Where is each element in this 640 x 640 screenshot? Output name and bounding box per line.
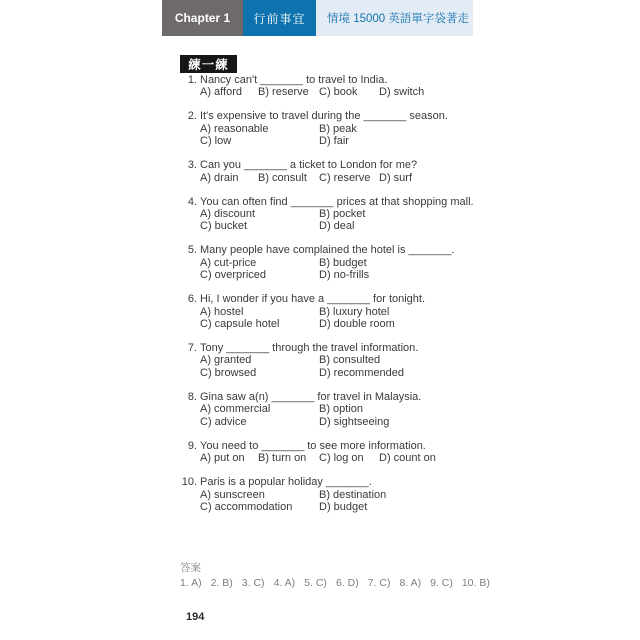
page-number: 194 [186, 611, 205, 623]
option: C) log on [319, 452, 364, 465]
question-line [180, 159, 482, 171]
option: C) browsed [200, 366, 257, 379]
question-line [180, 440, 482, 452]
question-line [180, 110, 482, 122]
option: A) commercial [200, 403, 271, 416]
option: A) put on [200, 452, 245, 465]
question-line [180, 293, 482, 305]
question-text: You need to _______ to see more information. [200, 439, 426, 452]
option: C) capsule hotel [200, 318, 280, 331]
option: D) deal [319, 220, 355, 233]
question-number: 5. [187, 244, 197, 257]
book-title: 情境 15000 英語單字袋著走 [316, 0, 473, 36]
question-text: Tony _______ through the travel information. [200, 342, 419, 355]
option: A) discount [200, 208, 256, 221]
question-number: 2. [187, 110, 197, 123]
answer-item: 10. B) [461, 577, 490, 589]
option: C) overpriced [200, 269, 267, 282]
options-row [200, 257, 482, 282]
options-row [200, 86, 482, 98]
option: B) consulted [319, 354, 381, 367]
answer-key [180, 561, 499, 590]
questions-list [180, 74, 482, 525]
question-number: 4. [187, 195, 197, 208]
answer-item: 3. C) [241, 577, 265, 589]
option: C) bucket [200, 220, 248, 233]
question-number: 3. [187, 159, 197, 172]
options-row [200, 403, 482, 428]
option: B) budget [319, 256, 367, 269]
options-row [200, 123, 482, 148]
option: C) advice [200, 415, 247, 428]
question [180, 159, 482, 184]
option: D) count on [379, 452, 436, 465]
answer-item: 2. B) [210, 577, 233, 589]
option: B) turn on [258, 452, 307, 465]
options-row [200, 306, 482, 331]
option: D) double room [319, 318, 395, 331]
question-text: Can you _______ a ticket to London for me? [200, 159, 418, 172]
question-number: 8. [187, 390, 197, 403]
option: A) reasonable [200, 122, 269, 135]
section-title: 行前事宜 [243, 0, 316, 36]
question [180, 196, 482, 233]
options-row [200, 452, 482, 464]
question-text: It's expensive to travel during the _______ season. [200, 110, 448, 123]
option: B) consult [258, 171, 307, 184]
question-number: 6. [187, 293, 197, 306]
option: B) luxury hotel [319, 305, 390, 318]
option: B) destination [319, 488, 387, 501]
question-text: Many people have complained the hotel is _______. [200, 244, 455, 257]
question-line [180, 476, 482, 488]
question [180, 293, 482, 330]
question [180, 74, 482, 99]
option: B) pocket [319, 208, 366, 221]
option: C) book [319, 86, 358, 99]
options-row [200, 208, 482, 233]
question [180, 342, 482, 379]
question-line [180, 342, 482, 354]
header-bar [162, 0, 473, 36]
answer-item: 9. C) [430, 577, 453, 589]
answer-item: 7. C) [367, 577, 391, 589]
question [180, 440, 482, 465]
chapter-label: Chapter 1 [162, 0, 243, 36]
options-row [200, 172, 482, 184]
options-row [200, 354, 482, 379]
option: D) recommended [319, 366, 404, 379]
option: A) afford [200, 86, 242, 99]
option: A) cut-price [200, 256, 257, 269]
option: B) peak [319, 122, 357, 135]
question-number: 9. [187, 439, 197, 452]
option: B) option [319, 403, 364, 416]
answer-item: 6. D) [335, 577, 359, 589]
question-number: 10. [181, 476, 197, 489]
option: D) fair [319, 135, 349, 148]
option: C) reserve [319, 171, 371, 184]
option: C) low [200, 135, 232, 148]
question [180, 476, 482, 513]
option: A) hostel [200, 305, 244, 318]
question [180, 110, 482, 147]
option: D) no-frills [319, 269, 370, 282]
option: C) accommodation [200, 500, 293, 513]
question-text: Hi, I wonder if you have a _______ for tonight. [200, 293, 426, 306]
option: B) reserve [258, 86, 309, 99]
question-text: Nancy can't _______ to travel to India. [200, 74, 388, 86]
option: D) sightseeing [319, 415, 390, 428]
options-row [200, 489, 482, 514]
question-number: 1. [187, 74, 197, 86]
question-line [180, 74, 482, 86]
question [180, 391, 482, 428]
question-text: Gina saw a(n) _______ for travel in Malaysia. [200, 390, 422, 403]
option: D) switch [379, 86, 425, 99]
question-number: 7. [187, 342, 197, 355]
option: D) surf [379, 171, 412, 184]
answer-item: 4. A) [273, 577, 296, 589]
answer-item: 8. A) [399, 577, 422, 589]
question-line [180, 196, 482, 208]
option: A) sunscreen [200, 488, 265, 501]
question [180, 244, 482, 281]
answer-item: 5. C) [304, 577, 327, 589]
question-text: You can often find _______ prices at that shopping mall. [200, 195, 474, 208]
option: A) drain [200, 171, 239, 184]
answer-item: 1. A) [180, 577, 202, 589]
option: D) budget [319, 500, 368, 513]
practice-badge: 練一練 [180, 55, 237, 73]
question-line [180, 391, 482, 403]
answer-key-label: 答案 [180, 562, 201, 574]
answer-key-values [180, 576, 499, 590]
question-text: Paris is a popular holiday _______. [200, 476, 372, 489]
option: A) granted [200, 354, 252, 367]
question-line [180, 244, 482, 256]
